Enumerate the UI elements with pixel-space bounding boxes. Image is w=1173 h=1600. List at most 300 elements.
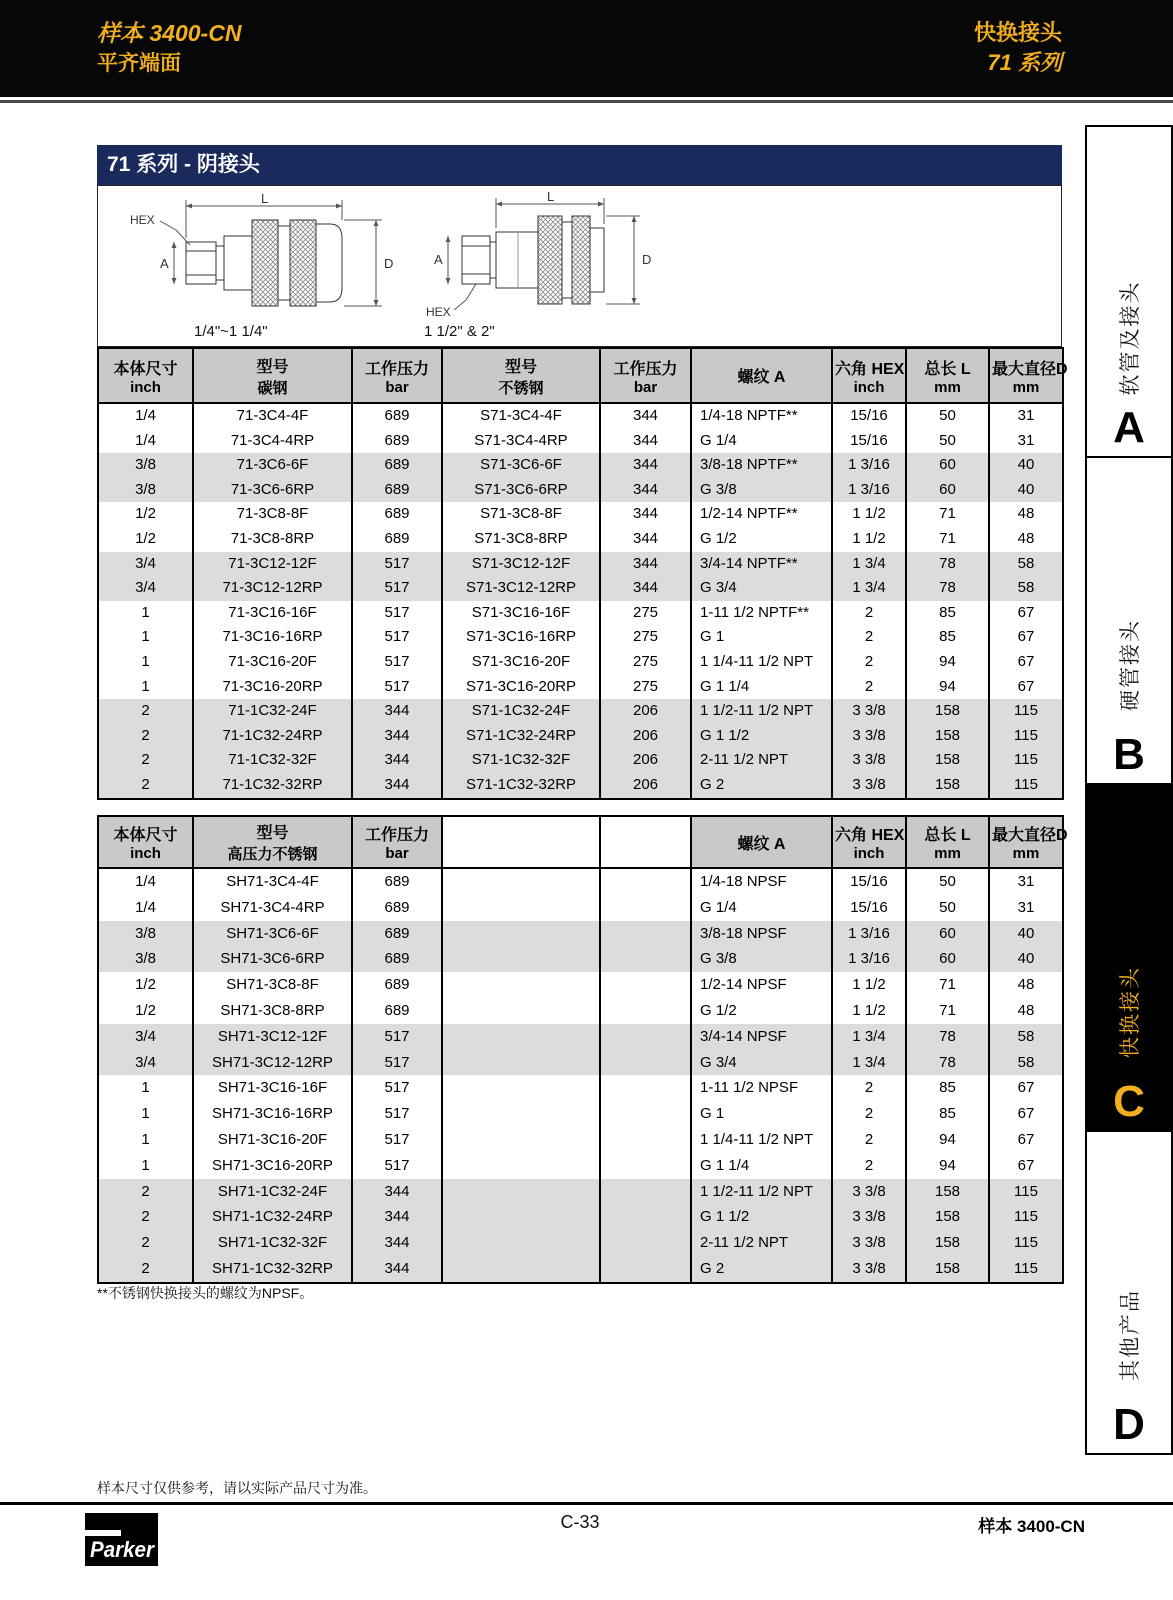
column-header: 最大直径D mm	[989, 348, 1063, 403]
table-cell: 344	[352, 1179, 442, 1205]
section-tab-sidebar	[1085, 125, 1173, 1455]
table-cell: 1	[98, 1153, 193, 1179]
table-cell: 1 1/2-11 1/2 NPT	[691, 1179, 832, 1205]
column-header: 最大直径D mm	[989, 816, 1063, 868]
table-cell: 3/4-14 NPTF**	[691, 552, 832, 577]
table-cell: 3/8	[98, 478, 193, 503]
table-cell: 115	[989, 773, 1063, 799]
top-banner	[0, 0, 1173, 97]
table-cell: 85	[906, 1101, 989, 1127]
table-cell: S71-3C4-4RP	[442, 429, 600, 454]
table-cell: 58	[989, 576, 1063, 601]
table-high-pressure-stainless	[97, 815, 1068, 1284]
table-cell: 85	[906, 625, 989, 650]
table-cell: 1 1/4-11 1/2 NPT	[691, 1127, 832, 1153]
table-cell: 40	[989, 946, 1063, 972]
table-cell: S71-3C8-8F	[442, 502, 600, 527]
table-cell: 3 3/8	[832, 724, 906, 749]
table-cell: 31	[989, 868, 1063, 895]
table-cell	[600, 1050, 691, 1076]
table-cell: 2	[98, 1230, 193, 1256]
table-cell: 1	[98, 625, 193, 650]
table-cell: SH71-3C16-16RP	[193, 1101, 352, 1127]
table-cell: 2	[832, 625, 906, 650]
table-cell: 71	[906, 998, 989, 1024]
sidebar-tab-c	[1085, 783, 1173, 1132]
table-cell: 2	[832, 1075, 906, 1101]
table-cell: 48	[989, 972, 1063, 998]
table-cell: SH71-1C32-24F	[193, 1179, 352, 1205]
table-cell: 1 1/2	[832, 972, 906, 998]
column-header: 螺纹 A	[691, 816, 832, 868]
series-name: 71 系列	[987, 49, 1062, 75]
table-row	[98, 650, 1063, 675]
column-header: 型号 不锈钢	[442, 348, 600, 403]
sidebar-tab-label: 快换接头	[1119, 966, 1142, 1058]
product-family: 快换接头	[973, 20, 1062, 45]
table-row	[98, 453, 1063, 478]
table-cell: 158	[906, 699, 989, 724]
table-cell: G 1/4	[691, 895, 832, 921]
table-cell: 2	[832, 650, 906, 675]
table-cell	[442, 1075, 600, 1101]
column-header: 螺纹 A	[691, 348, 832, 403]
page-number: C-33	[560, 1512, 600, 1532]
table-cell: 1-11 1/2 NPSF	[691, 1075, 832, 1101]
table-cell	[442, 1230, 600, 1256]
table-cell: 2	[98, 748, 193, 773]
table-cell: SH71-3C12-12RP	[193, 1050, 352, 1076]
table-cell	[600, 921, 691, 947]
table-cell: 31	[989, 429, 1063, 454]
dim-label-L: L	[261, 192, 269, 206]
table-cell: 3 3/8	[832, 1230, 906, 1256]
table-cell	[442, 1256, 600, 1283]
table-cell: 50	[906, 895, 989, 921]
table-cell: 115	[989, 1204, 1063, 1230]
table-cell: 3 3/8	[832, 773, 906, 799]
table-cell: 2-11 1/2 NPT	[691, 748, 832, 773]
table-cell: 40	[989, 921, 1063, 947]
table-cell: 1 1/2	[832, 502, 906, 527]
sidebar-tab-label: 硬管接头	[1119, 619, 1142, 711]
table-cell: 689	[352, 998, 442, 1024]
table-cell: S71-3C8-8RP	[442, 527, 600, 552]
column-header: 六角 HEX inch	[832, 816, 906, 868]
table-cell: S71-3C16-16F	[442, 601, 600, 626]
table-cell: S71-3C16-16RP	[442, 625, 600, 650]
table-cell: 344	[352, 748, 442, 773]
table-cell: 517	[352, 601, 442, 626]
table-cell: 67	[989, 1101, 1063, 1127]
table-cell: 206	[600, 748, 691, 773]
table-cell: 85	[906, 1075, 989, 1101]
header-row	[98, 816, 1063, 868]
table-cell	[600, 998, 691, 1024]
table-cell	[442, 1179, 600, 1205]
table-cell: 158	[906, 1204, 989, 1230]
table-cell: 689	[352, 895, 442, 921]
table-row	[98, 773, 1063, 799]
table-cell: 2	[98, 724, 193, 749]
table-cell: 115	[989, 1230, 1063, 1256]
table-cell: SH71-3C6-6F	[193, 921, 352, 947]
table-cell: 344	[600, 403, 691, 429]
table-cell: 517	[352, 1024, 442, 1050]
dim-label-A: A	[160, 256, 169, 271]
table-cell: S71-3C16-20F	[442, 650, 600, 675]
table-cell: G 2	[691, 1256, 832, 1283]
table-cell	[442, 972, 600, 998]
table-cell: 517	[352, 1153, 442, 1179]
table-cell	[600, 1230, 691, 1256]
table-cell: 158	[906, 773, 989, 799]
table-cell: 1 1/2-11 1/2 NPT	[691, 699, 832, 724]
table-cell: SH71-3C8-8RP	[193, 998, 352, 1024]
table-cell	[442, 1101, 600, 1127]
table-cell: 67	[989, 1075, 1063, 1101]
table-cell: 1/2	[98, 972, 193, 998]
table-cell: 15/16	[832, 868, 906, 895]
column-header: 型号 高压力不锈钢	[193, 816, 352, 868]
table-cell: 67	[989, 675, 1063, 700]
table-cell: G 1	[691, 1101, 832, 1127]
column-header: 总长 L mm	[906, 816, 989, 868]
table-cell: 15/16	[832, 429, 906, 454]
table-cell: 31	[989, 895, 1063, 921]
table-cell: 3 3/8	[832, 699, 906, 724]
spec-table-2	[97, 815, 1068, 1284]
table-cell: 1/4	[98, 895, 193, 921]
dim-label-D: D	[642, 252, 652, 267]
sidebar-tab-letter: B	[1113, 730, 1145, 779]
table-row	[98, 1127, 1063, 1153]
table-cell: 115	[989, 1256, 1063, 1283]
table-cell: 344	[600, 502, 691, 527]
column-header: 型号 碳钢	[193, 348, 352, 403]
table-cell: 31	[989, 403, 1063, 429]
table-cell	[600, 868, 691, 895]
table-cell: G 3/4	[691, 1050, 832, 1076]
table-cell: 71-3C12-12F	[193, 552, 352, 577]
table-cell: 158	[906, 724, 989, 749]
table-row	[98, 724, 1063, 749]
table-cell: G 1/2	[691, 527, 832, 552]
table-cell: 1/2	[98, 527, 193, 552]
table-cell: 1/4	[98, 429, 193, 454]
table-row	[98, 1204, 1063, 1230]
coupling-drawing-large-sizes	[418, 192, 680, 322]
table-cell	[600, 1153, 691, 1179]
table-cell: G 1 1/2	[691, 724, 832, 749]
table-cell: SH71-1C32-32F	[193, 1230, 352, 1256]
table-cell: 78	[906, 1050, 989, 1076]
spec-table-1	[97, 347, 1068, 800]
table-cell: 1/4-18 NPSF	[691, 868, 832, 895]
table-cell: SH71-3C12-12F	[193, 1024, 352, 1050]
table-row	[98, 895, 1063, 921]
sidebar-tab-b	[1085, 456, 1173, 785]
table-cell: 71-1C32-32RP	[193, 773, 352, 799]
table-cell: 78	[906, 576, 989, 601]
table-cell: 3/4	[98, 1024, 193, 1050]
table-cell: 1	[98, 650, 193, 675]
table-cell	[600, 946, 691, 972]
table-cell: 1	[98, 1127, 193, 1153]
table-row	[98, 502, 1063, 527]
banner-left	[97, 18, 241, 79]
table-cell: 344	[352, 1230, 442, 1256]
table-row	[98, 921, 1063, 947]
sidebar-tab-label: 软管及接头	[1119, 280, 1142, 396]
table-cell: 206	[600, 699, 691, 724]
table-cell: S71-1C32-32F	[442, 748, 600, 773]
table-cell: 1/2-14 NPTF**	[691, 502, 832, 527]
table-cell: 40	[989, 478, 1063, 503]
table-cell: 689	[352, 478, 442, 503]
table-cell: 1	[98, 675, 193, 700]
table-cell: 1 3/4	[832, 552, 906, 577]
table-cell: SH71-3C8-8F	[193, 972, 352, 998]
table-cell	[442, 921, 600, 947]
table-cell: 115	[989, 699, 1063, 724]
table-cell: SH71-3C4-4RP	[193, 895, 352, 921]
table-cell: 115	[989, 748, 1063, 773]
table-cell: 78	[906, 1024, 989, 1050]
table-cell	[600, 895, 691, 921]
table-cell	[600, 1204, 691, 1230]
sidebar-tab-letter: A	[1113, 403, 1145, 452]
technical-drawing-panel	[97, 185, 1062, 347]
table-cell: 517	[352, 1050, 442, 1076]
table-cell: 689	[352, 502, 442, 527]
table-cell: 58	[989, 552, 1063, 577]
table-cell: 1 1/4-11 1/2 NPT	[691, 650, 832, 675]
table-cell: 71	[906, 527, 989, 552]
sidebar-tab-letter: D	[1113, 1400, 1145, 1449]
sidebar-tab-letter: C	[1113, 1077, 1145, 1126]
caption-large-sizes: 1 1/2" & 2"	[424, 323, 495, 340]
table-cell: 71-1C32-32F	[193, 748, 352, 773]
table-cell: 275	[600, 675, 691, 700]
footer-catalog-code: 样本 3400-CN	[978, 1517, 1085, 1536]
table-cell: 344	[600, 478, 691, 503]
column-header	[600, 816, 691, 868]
table-cell: 71	[906, 502, 989, 527]
table-cell: 344	[352, 1256, 442, 1283]
table-row	[98, 1024, 1063, 1050]
table-cell: 2	[832, 675, 906, 700]
table-cell: G 1 1/4	[691, 675, 832, 700]
table-cell: 71-3C16-20RP	[193, 675, 352, 700]
table-cell: SH71-1C32-32RP	[193, 1256, 352, 1283]
table-cell: 1/4	[98, 868, 193, 895]
table-cell: 71-3C12-12RP	[193, 576, 352, 601]
sidebar-tab-a	[1085, 125, 1173, 458]
column-header: 工作压力 bar	[352, 348, 442, 403]
footer-rule	[0, 1502, 1173, 1505]
table-cell: 94	[906, 1153, 989, 1179]
table-cell	[600, 1075, 691, 1101]
table-cell: 344	[600, 429, 691, 454]
dim-label-D: D	[384, 256, 394, 271]
table-row	[98, 601, 1063, 626]
table-cell: 50	[906, 429, 989, 454]
table-cell: 517	[352, 675, 442, 700]
table-row	[98, 675, 1063, 700]
table-cell: 71-3C8-8RP	[193, 527, 352, 552]
table-cell: 58	[989, 1024, 1063, 1050]
table-cell: 50	[906, 868, 989, 895]
table-cell: 3 3/8	[832, 1256, 906, 1283]
table-cell: 2	[98, 1256, 193, 1283]
table-cell: 48	[989, 502, 1063, 527]
catalog-subtitle: 平齐端面	[97, 52, 181, 76]
table-cell: 1 3/4	[832, 1024, 906, 1050]
table-row	[98, 1230, 1063, 1256]
table-cell: SH71-3C4-4F	[193, 868, 352, 895]
table-cell: 94	[906, 1127, 989, 1153]
table-cell: 1-11 1/2 NPTF**	[691, 601, 832, 626]
table-row	[98, 998, 1063, 1024]
table-row	[98, 748, 1063, 773]
table-cell: 517	[352, 552, 442, 577]
table-cell: 1 3/16	[832, 453, 906, 478]
table-cell: 344	[352, 699, 442, 724]
table-cell: S71-1C32-24F	[442, 699, 600, 724]
table-cell: 689	[352, 868, 442, 895]
table-cell: 78	[906, 552, 989, 577]
table-cell: 60	[906, 453, 989, 478]
table-cell: 344	[600, 527, 691, 552]
table-cell: 3/4-14 NPSF	[691, 1024, 832, 1050]
table-cell: 275	[600, 650, 691, 675]
column-header: 本体尺寸 inch	[98, 348, 193, 403]
table-cell	[442, 1153, 600, 1179]
table-cell	[442, 1024, 600, 1050]
table-cell: 3/4	[98, 1050, 193, 1076]
table-cell: 3/8-18 NPTF**	[691, 453, 832, 478]
table-cell: 689	[352, 403, 442, 429]
coupling-drawing-small-sizes	[128, 192, 420, 316]
table-cell: 689	[352, 429, 442, 454]
table-cell: S71-1C32-24RP	[442, 724, 600, 749]
table-cell: S71-1C32-32RP	[442, 773, 600, 799]
table-cell: 206	[600, 724, 691, 749]
table-cell: 48	[989, 998, 1063, 1024]
table-row	[98, 403, 1063, 429]
table-cell: 58	[989, 1050, 1063, 1076]
table-cell: 15/16	[832, 895, 906, 921]
table-cell: S71-3C16-20RP	[442, 675, 600, 700]
table-row	[98, 868, 1063, 895]
table-cell: 3/8	[98, 946, 193, 972]
table-cell: 115	[989, 1179, 1063, 1205]
table-cell: 1/4	[98, 403, 193, 429]
table-cell: 94	[906, 675, 989, 700]
table-cell: 1	[98, 1075, 193, 1101]
table-cell: G 1 1/2	[691, 1204, 832, 1230]
table-cell	[600, 1179, 691, 1205]
table-row	[98, 625, 1063, 650]
table-cell: G 2	[691, 773, 832, 799]
table-cell: 344	[600, 453, 691, 478]
table-cell: 67	[989, 625, 1063, 650]
table-cell: 3/4	[98, 576, 193, 601]
table-cell: 71-3C4-4F	[193, 403, 352, 429]
banner-right	[974, 18, 1062, 78]
size-disclaimer: 样本尺寸仅供参考，请以实际产品尺寸为准。	[97, 1480, 377, 1496]
table-cell: 158	[906, 1179, 989, 1205]
table-cell: 1 3/4	[832, 576, 906, 601]
table-cell: SH71-1C32-24RP	[193, 1204, 352, 1230]
table-row	[98, 1256, 1063, 1283]
sidebar-tab-d	[1085, 1130, 1173, 1455]
table-cell: SH71-3C6-6RP	[193, 946, 352, 972]
table-cell: 2	[832, 1127, 906, 1153]
table-cell: 71-1C32-24F	[193, 699, 352, 724]
table-cell: 71-3C16-16F	[193, 601, 352, 626]
column-header: 六角 HEX inch	[832, 348, 906, 403]
table-cell: 158	[906, 1256, 989, 1283]
table-cell: 67	[989, 1127, 1063, 1153]
table-row	[98, 576, 1063, 601]
table-cell: 517	[352, 576, 442, 601]
table-cell: 344	[600, 552, 691, 577]
table-cell: G 1	[691, 625, 832, 650]
table-cell	[442, 998, 600, 1024]
table-cell: 1/2	[98, 998, 193, 1024]
table-cell: 115	[989, 724, 1063, 749]
table-cell	[600, 1127, 691, 1153]
table-cell: 3/8	[98, 453, 193, 478]
catalog-code: 样本 3400-CN	[97, 20, 242, 46]
table-cell: 67	[989, 650, 1063, 675]
column-header: 本体尺寸 inch	[98, 816, 193, 868]
table-cell: SH71-3C16-16F	[193, 1075, 352, 1101]
table-cell: G 3/8	[691, 946, 832, 972]
table-cell: 1/2	[98, 502, 193, 527]
table-cell: G 1 1/4	[691, 1153, 832, 1179]
column-header	[442, 816, 600, 868]
table-cell: 2-11 1/2 NPT	[691, 1230, 832, 1256]
table-cell: 1/2-14 NPSF	[691, 972, 832, 998]
table-cell: 1 3/16	[832, 946, 906, 972]
table-row	[98, 478, 1063, 503]
table-cell: 2	[98, 773, 193, 799]
table-cell: 2	[832, 1153, 906, 1179]
table-cell: 517	[352, 625, 442, 650]
table-cell: 71-3C6-6RP	[193, 478, 352, 503]
hex-label: HEX	[426, 305, 451, 319]
table-cell: 15/16	[832, 403, 906, 429]
table-cell: 2	[832, 601, 906, 626]
table-cell	[600, 1101, 691, 1127]
parker-logo	[85, 1513, 158, 1571]
table-cell: S71-3C12-12RP	[442, 576, 600, 601]
table-cell: 2	[98, 1204, 193, 1230]
table-cell: SH71-3C16-20F	[193, 1127, 352, 1153]
table-cell: 71	[906, 972, 989, 998]
table-cell: 689	[352, 972, 442, 998]
table-cell: 689	[352, 946, 442, 972]
table-cell: G 1/4	[691, 429, 832, 454]
table-cell: 85	[906, 601, 989, 626]
table-cell: G 3/4	[691, 576, 832, 601]
table-cell: 1 3/16	[832, 921, 906, 947]
table-cell: S71-3C4-4F	[442, 403, 600, 429]
table-row	[98, 527, 1063, 552]
